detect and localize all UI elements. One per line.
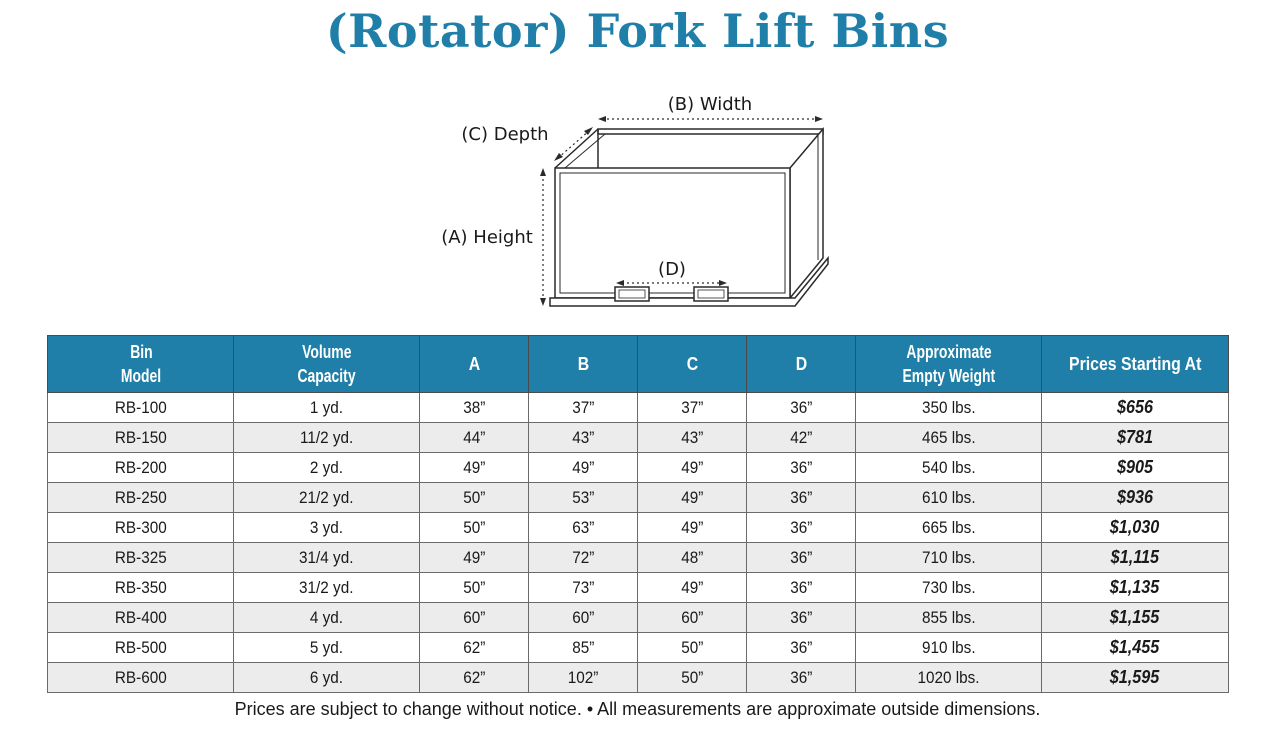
cell-b: 73” <box>529 573 638 603</box>
cell-b: 49” <box>529 453 638 483</box>
cell-volume: 2 yd. <box>234 453 420 483</box>
page-title: (Rotator) Fork Lift Bins <box>325 4 950 58</box>
cell-c: 43” <box>638 423 747 453</box>
cell-b: 37” <box>529 393 638 423</box>
table-row <box>48 483 1229 513</box>
cell-b: 72” <box>529 543 638 573</box>
cell-d: 36” <box>747 543 856 573</box>
table-header-row <box>48 336 1229 393</box>
height-label: (A) Height <box>441 227 533 248</box>
cell-price: $656 <box>1042 393 1229 423</box>
cell-c: 50” <box>638 633 747 663</box>
cell-weight: 540 lbs. <box>856 453 1042 483</box>
cell-price: $781 <box>1042 423 1229 453</box>
header-bin-model: Bin Model <box>48 336 234 393</box>
cell-price: $1,115 <box>1042 543 1229 573</box>
cell-volume: 31/2 yd. <box>234 573 420 603</box>
cell-c: 60” <box>638 603 747 633</box>
footnote: Prices are subject to change without notice. • All measurements are approximate outside dimensions. <box>234 699 1041 719</box>
bin-left-top-edge <box>555 129 598 168</box>
cell-d: 36” <box>747 573 856 603</box>
header-c: C <box>638 336 747 393</box>
cell-a: 38” <box>420 393 529 423</box>
cell-volume: 1 yd. <box>234 393 420 423</box>
width-label: (B) Width <box>667 94 753 115</box>
bin-spec-table <box>47 335 1229 693</box>
bin-diagram-svg <box>420 88 850 316</box>
cell-model: RB-400 <box>48 603 234 633</box>
cell-b: 60” <box>529 603 638 633</box>
cell-a: 50” <box>420 513 529 543</box>
table-row <box>48 453 1229 483</box>
cell-volume: 5 yd. <box>234 633 420 663</box>
cell-c: 49” <box>638 453 747 483</box>
table-row <box>48 393 1229 423</box>
cell-model: RB-300 <box>48 513 234 543</box>
bin-back-rim <box>598 129 823 134</box>
cell-a: 62” <box>420 663 529 693</box>
cell-weight: 350 lbs. <box>856 393 1042 423</box>
cell-model: RB-150 <box>48 423 234 453</box>
cell-b: 43” <box>529 423 638 453</box>
cell-c: 50” <box>638 663 747 693</box>
cell-model: RB-100 <box>48 393 234 423</box>
cell-a: 50” <box>420 573 529 603</box>
table-row <box>48 663 1229 693</box>
cell-price: $1,030 <box>1042 513 1229 543</box>
cell-c: 49” <box>638 513 747 543</box>
cell-price: $905 <box>1042 453 1229 483</box>
cell-model: RB-325 <box>48 543 234 573</box>
cell-price: $1,595 <box>1042 663 1229 693</box>
cell-weight: 665 lbs. <box>856 513 1042 543</box>
cell-price: $936 <box>1042 483 1229 513</box>
cell-weight: 855 lbs. <box>856 603 1042 633</box>
table-row <box>48 423 1229 453</box>
cell-d: 36” <box>747 393 856 423</box>
cell-d: 36” <box>747 663 856 693</box>
cell-volume: 31/4 yd. <box>234 543 420 573</box>
bin-dimension-diagram <box>420 88 850 316</box>
header-empty-weight: Approximate Empty Weight <box>856 336 1042 393</box>
cell-c: 48” <box>638 543 747 573</box>
fork-pocket-right <box>694 287 728 301</box>
cell-a: 62” <box>420 633 529 663</box>
table-row <box>48 633 1229 663</box>
cell-price: $1,155 <box>1042 603 1229 633</box>
cell-volume: 4 yd. <box>234 603 420 633</box>
cell-weight: 465 lbs. <box>856 423 1042 453</box>
header-a: A <box>420 336 529 393</box>
header-price: Prices Starting At <box>1042 336 1229 393</box>
cell-model: RB-500 <box>48 633 234 663</box>
cell-weight: 730 lbs. <box>856 573 1042 603</box>
cell-c: 49” <box>638 483 747 513</box>
cell-volume: 21/2 yd. <box>234 483 420 513</box>
cell-d: 42” <box>747 423 856 453</box>
table-row <box>48 603 1229 633</box>
cell-d: 36” <box>747 513 856 543</box>
cell-weight: 710 lbs. <box>856 543 1042 573</box>
table-row <box>48 543 1229 573</box>
cell-a: 49” <box>420 453 529 483</box>
cell-a: 44” <box>420 423 529 453</box>
cell-model: RB-350 <box>48 573 234 603</box>
fork-pocket-left <box>615 287 649 301</box>
cell-price: $1,455 <box>1042 633 1229 663</box>
depth-label: (C) Depth <box>461 124 549 145</box>
cell-d: 36” <box>747 603 856 633</box>
fork-label: (D) <box>658 259 686 280</box>
cell-weight: 1020 lbs. <box>856 663 1042 693</box>
cell-model: RB-600 <box>48 663 234 693</box>
cell-volume: 6 yd. <box>234 663 420 693</box>
cell-model: RB-250 <box>48 483 234 513</box>
header-volume-capacity: Volume Capacity <box>234 336 420 393</box>
cell-d: 36” <box>747 633 856 663</box>
cell-b: 63” <box>529 513 638 543</box>
cell-b: 53” <box>529 483 638 513</box>
cell-c: 49” <box>638 573 747 603</box>
cell-d: 36” <box>747 483 856 513</box>
cell-a: 60” <box>420 603 529 633</box>
cell-a: 49” <box>420 543 529 573</box>
cell-b: 102” <box>529 663 638 693</box>
cell-volume: 3 yd. <box>234 513 420 543</box>
cell-b: 85” <box>529 633 638 663</box>
cell-d: 36” <box>747 453 856 483</box>
table-row <box>48 513 1229 543</box>
cell-a: 50” <box>420 483 529 513</box>
table-row <box>48 573 1229 603</box>
bin-inner-left-edge <box>565 134 605 168</box>
cell-weight: 610 lbs. <box>856 483 1042 513</box>
cell-volume: 11/2 yd. <box>234 423 420 453</box>
cell-model: RB-200 <box>48 453 234 483</box>
cell-c: 37” <box>638 393 747 423</box>
depth-dimension-line <box>558 130 590 158</box>
header-d: D <box>747 336 856 393</box>
header-b: B <box>529 336 638 393</box>
cell-weight: 910 lbs. <box>856 633 1042 663</box>
cell-price: $1,135 <box>1042 573 1229 603</box>
